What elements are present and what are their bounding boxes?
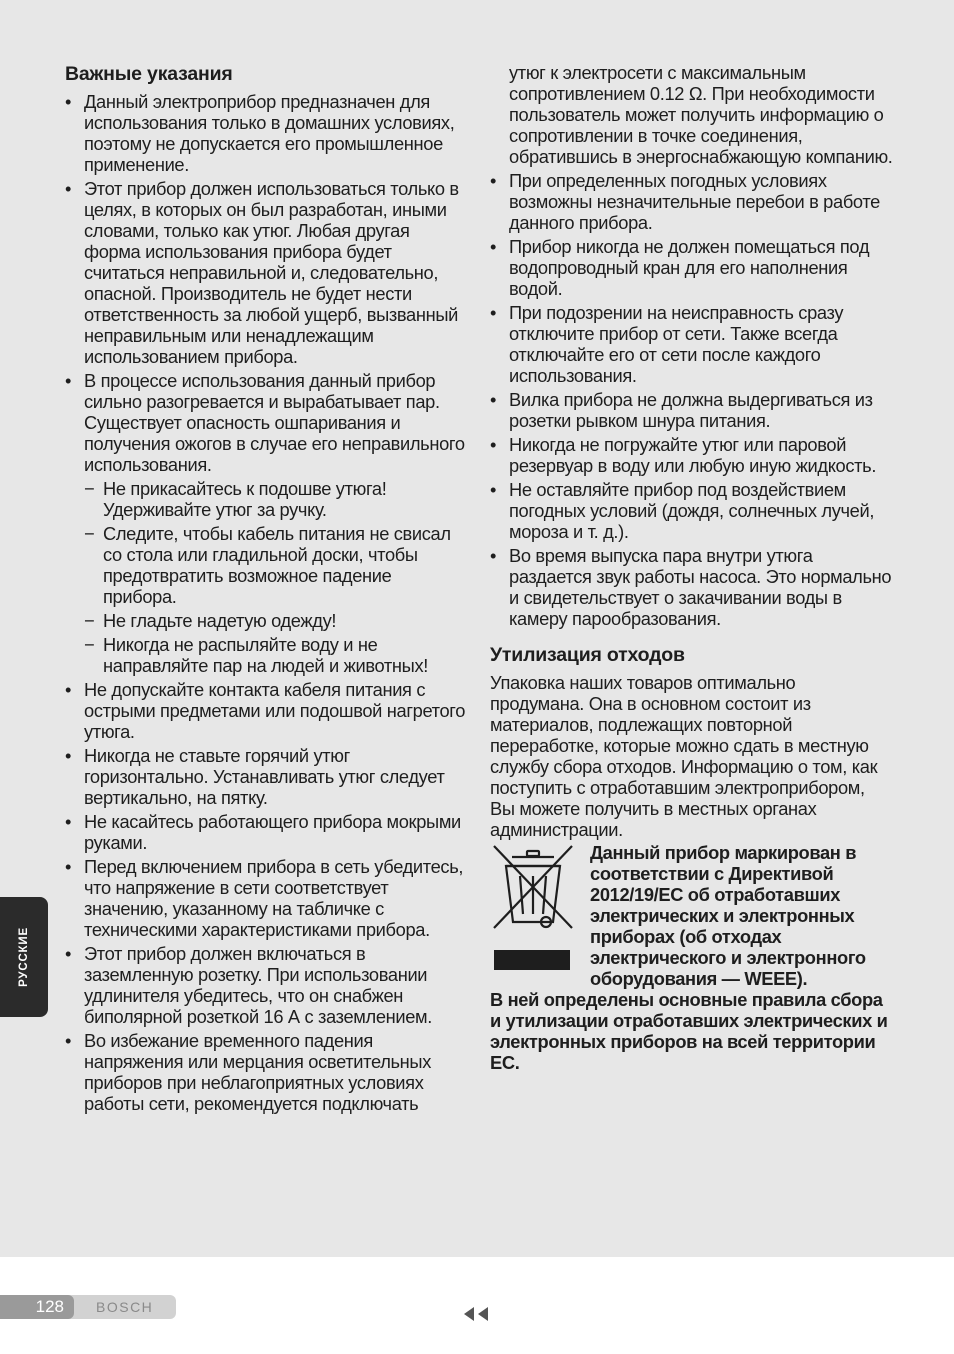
bullet-list [65, 91, 467, 1114]
continuation-text: утюг к электросети с максимальным сопротивлением 0.12 Ω. При необходимости пользователь может получить информацию о сопротивлении в точке соединения, обратившись в энергоснабжающую компанию. [509, 62, 893, 167]
weee-block [490, 842, 894, 1073]
disposal-paragraph: Упаковка наших товаров оптимально продумана. Она в основном состоит из материалов, подлежащих повторной переработке, которые можно сдать в местную службу сбора отходов. Информацию о том, как поступить с отработавшим электроприбором, Вы можете получить в местных органах администрации. [490, 672, 878, 840]
dash-item: − Следите, чтобы кабель питания не свисал со стола или гладильной доски, чтобы предотвратить возможное падение прибора. [84, 523, 467, 607]
dash-list [84, 478, 467, 676]
list-item: • Во время выпуска пара внутри утюга раздается звук работы насоса. Это нормально и свидетельствует о закачивании воды в камеру парообразования. [490, 545, 894, 629]
list-item-text: В процессе использования данный прибор сильно разогревается и вырабатывает пар. Существует опасность ошпаривания и получения ожогов в случае его неправильного использования. [84, 370, 465, 475]
right-column [490, 62, 894, 1073]
weee-rules-text: В ней определены основные правила сбора и утилизации отработавших электрических и электронных приборов на всей территории ЕС. [490, 989, 888, 1073]
list-item: • Не касайтесь работающего прибора мокрыми руками. [65, 811, 467, 853]
language-tab [0, 897, 48, 1017]
list-item: • Никогда не погружайте утюг или паровой резервуар в воду или любую иную жидкость. [490, 434, 894, 476]
list-item: • Во избежание временного падения напряжения или мерцания осветительных приборов при неблагоприятных условиях работы сети, рекомендуется подключать [65, 1030, 467, 1114]
list-item: • Этот прибор должен использоваться только в целях, в которых он был разработан, иными словами, только как утюг. Любая другая форма использования прибора будет считаться неправильной и, следовательно, опасной. Производитель не будет нести ответственность за любой ущерб, вызванный неправильным или ненадлежащим использованием прибора. [65, 178, 467, 367]
dash-item: − Не гладьте надетую одежду! [84, 610, 467, 631]
list-item: • Прибор никогда не должен помещаться под водопроводный кран для его наполнения водой. [490, 236, 894, 299]
section-heading-disposal: Утилизация отходов [490, 644, 685, 666]
list-item: • Не допускайте контакта кабеля питания с острыми предметами или подошвой нагретого утюга. [65, 679, 467, 742]
crossed-out-wheelie-bin-icon [490, 842, 576, 974]
list-item: • При подозрении на неисправность сразу отключите прибор от сети. Также всегда отключайте его от сети после каждого использования. [490, 302, 894, 386]
brand-name: BOSCH [96, 1299, 154, 1315]
list-item [65, 370, 467, 676]
list-item: • Перед включением прибора в сеть убедитесь, что напряжение в сети соответствует значению, указанному на табличке с техническими характеристиками прибора. [65, 856, 467, 940]
left-column [65, 62, 467, 1117]
list-item: • Вилка прибора не должна выдергиваться из розетки рывком шнура питания. [490, 389, 894, 431]
list-item: • Данный электроприбор предназначен для использования только в домашних условиях, поэтому не допускается его промышленное применение. [65, 91, 467, 175]
section-heading-important: Важные указания [65, 63, 233, 85]
list-item: • Этот прибор должен включаться в заземленную розетку. При использовании удлинителя убедитесь, что он снабжен биполярной розеткой 16 А с заземлением. [65, 943, 467, 1027]
dash-item: − Не прикасайтесь к подошве утюга! Удерживайте утюг за ручку. [84, 478, 467, 520]
list-item: • При определенных погодных условиях возможны незначительные перебои в работе данного прибора. [490, 170, 894, 233]
list-item: • Не оставляйте прибор под воздействием погодных условий (дождя, солнечных лучей, мороза и т. д.). [490, 479, 894, 542]
double-left-arrow-icon[interactable] [462, 1306, 492, 1322]
bullet-list [490, 170, 894, 629]
weee-marking-text: Данный прибор маркирован в соответствии с Директивой 2012/19/ЕС об отработавших электрических и электронных приборах (об отходах электрического и электронного оборудования — WEEE). [590, 842, 866, 989]
list-item: • Никогда не ставьте горячий утюг горизонтально. Устанавливать утюг следует вертикально, на пятку. [65, 745, 467, 808]
language-label: РУССКИЕ [18, 927, 30, 987]
page-number: 128 [0, 1295, 74, 1319]
dash-item: − Никогда не распыляйте воду и не направляйте пар на людей и животных! [84, 634, 467, 676]
